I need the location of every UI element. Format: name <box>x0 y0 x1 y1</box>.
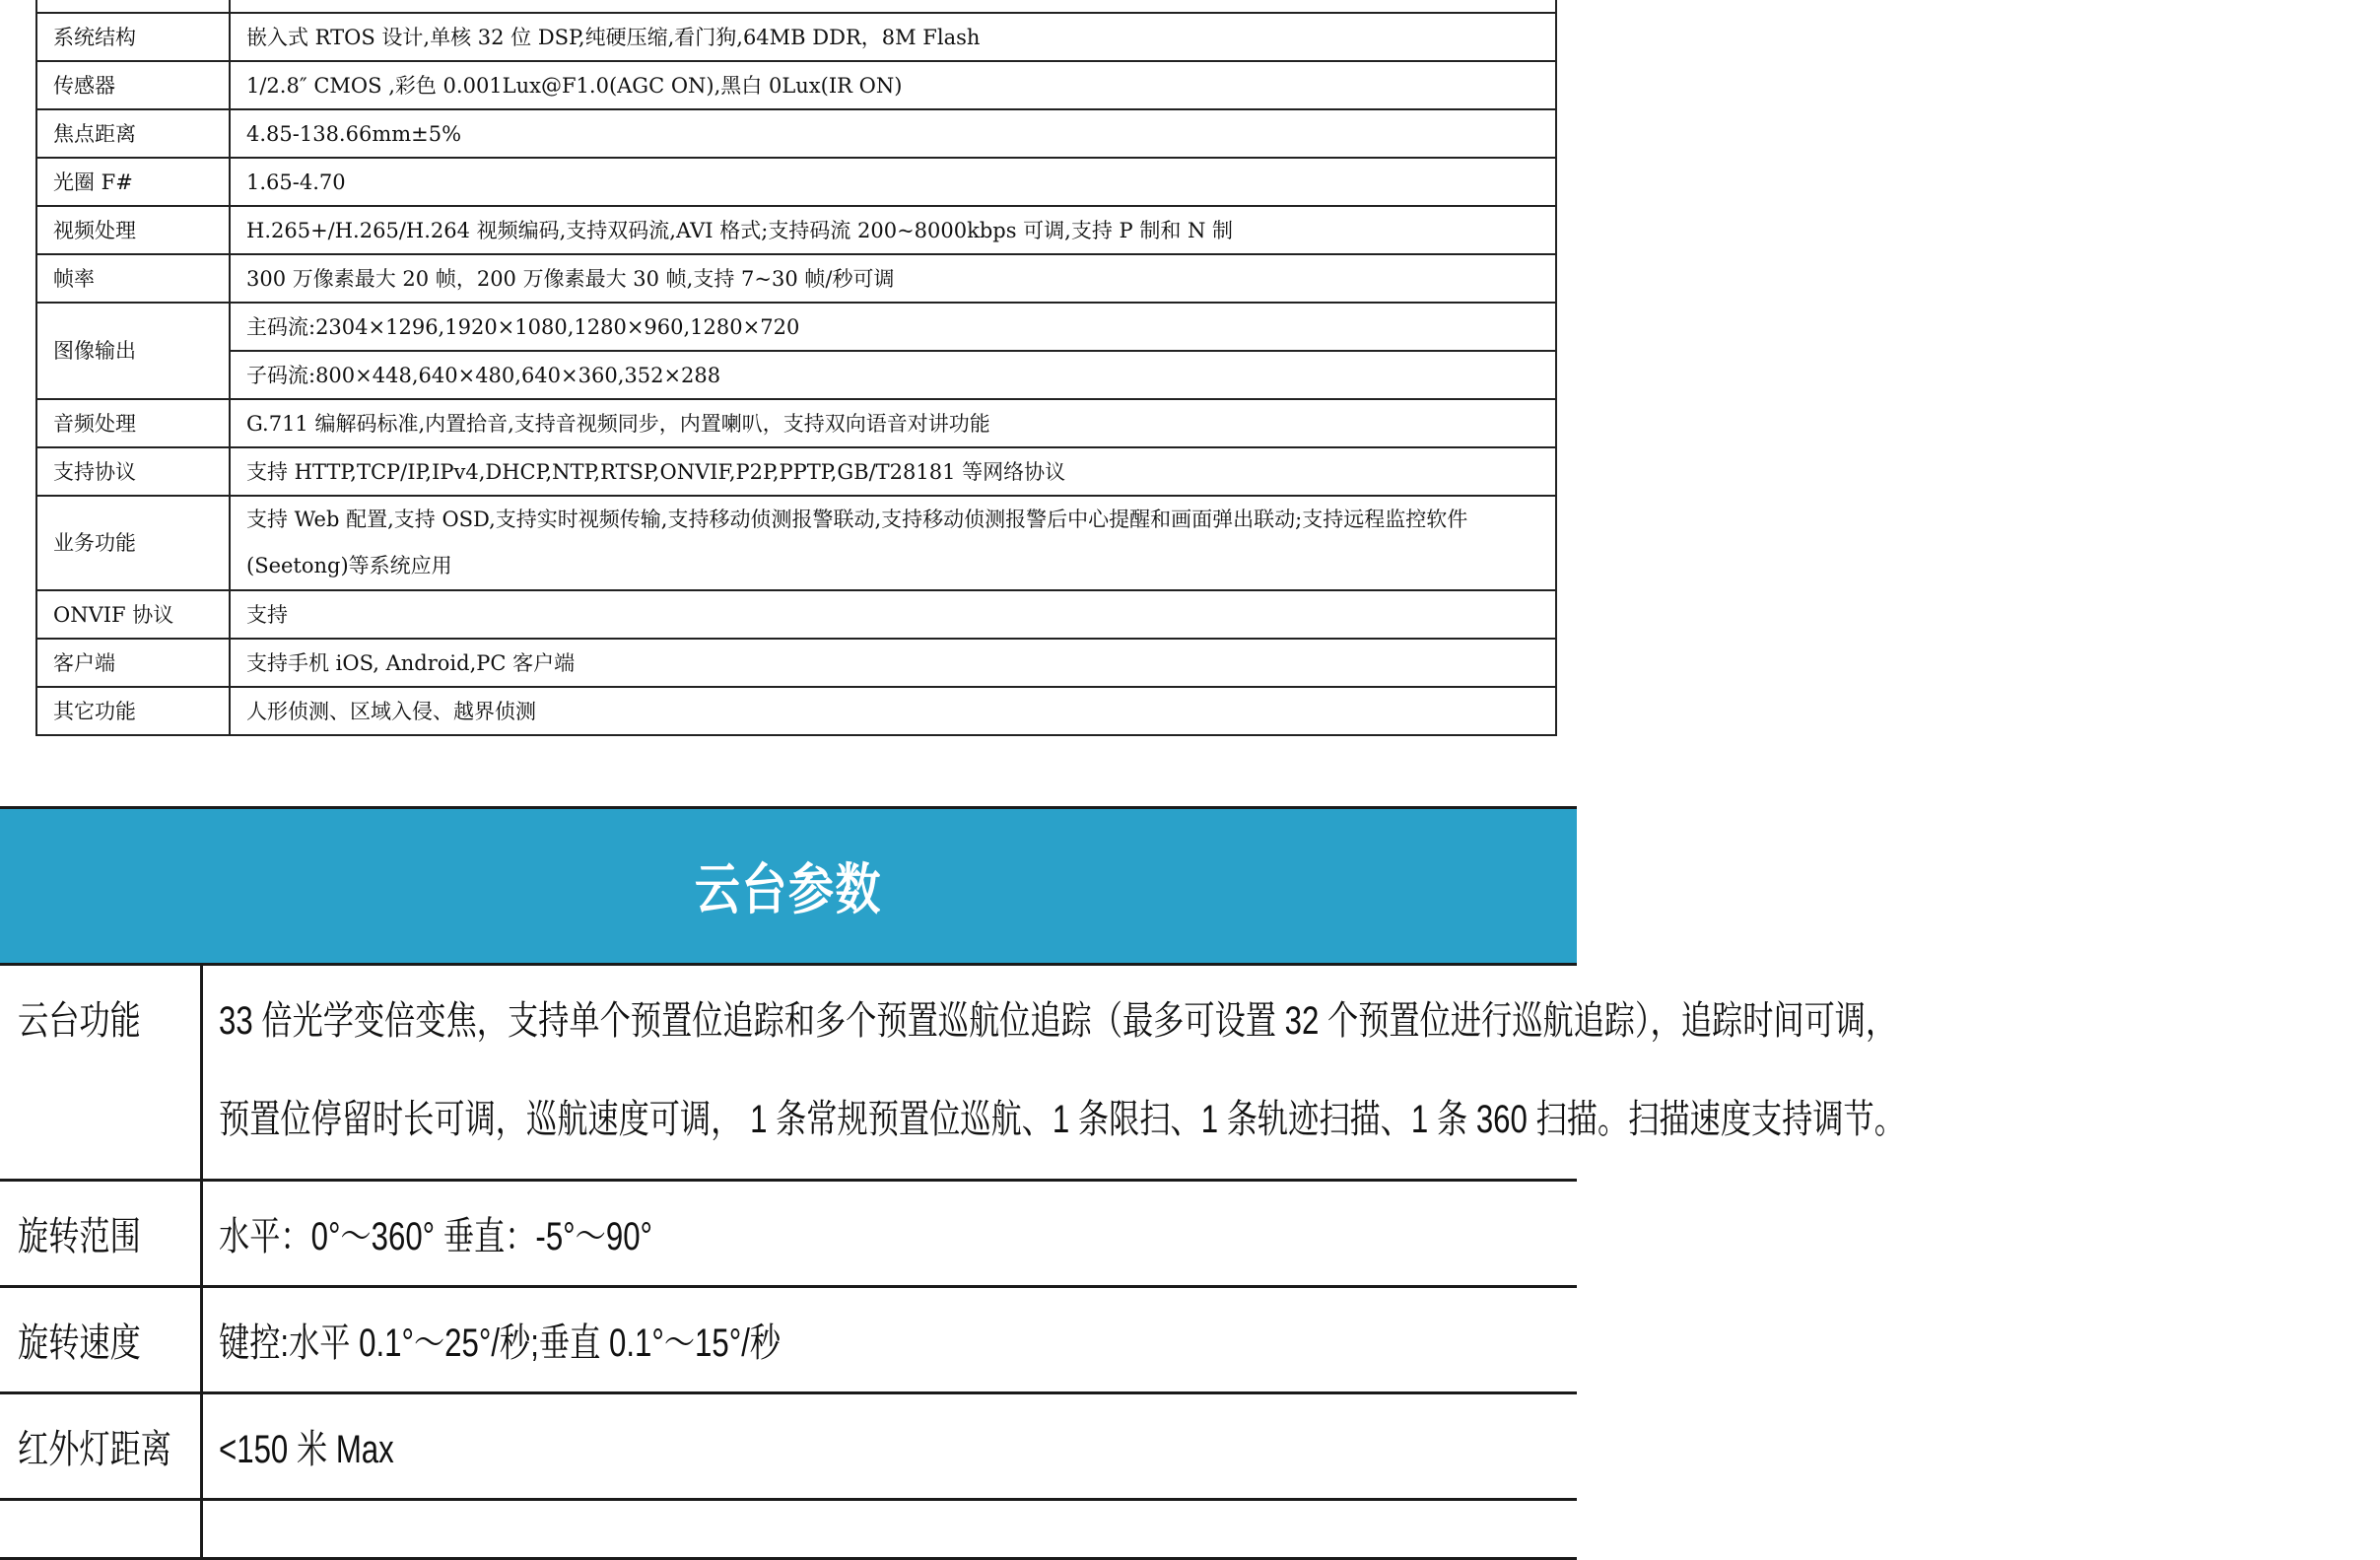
ptz-label-cell <box>0 1499 201 1558</box>
table-row <box>36 496 1556 590</box>
specification-table <box>35 0 1557 736</box>
spec-value: 4.85-138.66mm±5% <box>230 109 1556 158</box>
spec-value-sub-stream: 子码流:800×448,640×480,640×360,352×288 <box>230 351 1556 399</box>
spec-label: 视频处理 <box>36 206 230 254</box>
spec-label: 系统结构 <box>36 13 230 61</box>
table-row <box>36 13 1556 61</box>
spec-value: 支持 Web 配置,支持 OSD,支持实时视频传输,支持移动侦测报警联动,支持移动侦测报警后中心提醒和画面弹出联动;支持远程监控软件(Seetong)等系统应用 <box>230 496 1556 590</box>
ptz-value: 水平：0°～360° 垂直：-5°～90° <box>201 1180 1577 1286</box>
spec-label: 焦点距离 <box>36 109 230 158</box>
ptz-value <box>201 966 1905 1180</box>
table-row <box>36 590 1556 639</box>
table-row <box>36 351 1556 399</box>
table-row <box>0 966 1577 1180</box>
ptz-label: 云台功能 <box>0 966 201 1180</box>
ptz-value-cell <box>201 1499 1577 1558</box>
spec-value-cell <box>230 0 1556 13</box>
ptz-value-line: 预置位停留时长可调，巡航速度可调， 1 条常规预置位巡航、1 条限扫、1 条轨迹扫描、1 条 360 扫描。扫描速度支持调节。 <box>218 1098 1905 1141</box>
ptz-value: <150 米 Max <box>201 1392 1577 1499</box>
ptz-value-line: 33 倍光学变倍变焦，支持单个预置位追踪和多个预置巡航位追踪（最多可设置 32 个预置位进行巡航追踪），追踪时间可调， <box>218 999 1896 1043</box>
table-row <box>36 158 1556 206</box>
ptz-value: 键控:水平 0.1°～25°/秒;垂直 0.1°～15°/秒 <box>201 1286 1577 1392</box>
spec-value: 嵌入式 RTOS 设计,单核 32 位 DSP,纯硬压缩,看门狗,64MB DDR，8M Flash <box>230 13 1556 61</box>
table-row <box>36 254 1556 303</box>
spec-label: 业务功能 <box>36 496 230 590</box>
table-row <box>0 1392 1577 1499</box>
spec-label: 其它功能 <box>36 687 230 735</box>
spec-label: 客户端 <box>36 639 230 687</box>
spec-value: 支持 HTTP,TCP/IP,IPv4,DHCP,NTP,RTSP,ONVIF,P2P,PPTP,GB/T28181 等网络协议 <box>230 447 1556 496</box>
ptz-label: 旋转范围 <box>0 1180 201 1286</box>
ptz-label: 红外灯距离 <box>0 1392 201 1499</box>
spec-value: 1/2.8″ CMOS ,彩色 0.001Lux@F1.0(AGC ON),黑白 0Lux(IR ON) <box>230 61 1556 109</box>
table-row <box>36 303 1556 351</box>
table-row <box>0 1499 1577 1558</box>
table-row <box>36 447 1556 496</box>
table-row <box>36 0 1556 13</box>
spec-label: 音频处理 <box>36 399 230 447</box>
table-row <box>36 687 1556 735</box>
spec-value: 1.65-4.70 <box>230 158 1556 206</box>
spec-label: 支持协议 <box>36 447 230 496</box>
spec-value: G.711 编解码标准,内置拾音,支持音视频同步，内置喇叭，支持双向语音对讲功能 <box>230 399 1556 447</box>
spec-value: H.265+/H.265/H.264 视频编码,支持双码流,AVI 格式;支持码流 200~8000kbps 可调,支持 P 制和 N 制 <box>230 206 1556 254</box>
ptz-section-title: 云台参数 <box>694 858 883 922</box>
table-row <box>0 1286 1577 1392</box>
table-row <box>36 206 1556 254</box>
table-row <box>36 639 1556 687</box>
spec-label-cell <box>36 0 230 13</box>
spec-label: 帧率 <box>36 254 230 303</box>
ptz-parameter-table <box>0 966 1905 1560</box>
table-row <box>36 109 1556 158</box>
ptz-label: 旋转速度 <box>0 1286 201 1392</box>
table-row <box>36 61 1556 109</box>
spec-label: ONVIF 协议 <box>36 590 230 639</box>
spec-value: 300 万像素最大 20 帧，200 万像素最大 30 帧,支持 7~30 帧/秒可调 <box>230 254 1556 303</box>
table-row <box>36 399 1556 447</box>
spec-label: 图像输出 <box>36 303 230 399</box>
spec-label: 传感器 <box>36 61 230 109</box>
spec-label: 光圈 F# <box>36 158 230 206</box>
spec-value: 人形侦测、区域入侵、越界侦测 <box>230 687 1556 735</box>
ptz-section-banner <box>0 806 1577 966</box>
spec-value-main-stream: 主码流:2304×1296,1920×1080,1280×960,1280×720 <box>230 303 1556 351</box>
spec-value: 支持手机 iOS, Android,PC 客户端 <box>230 639 1556 687</box>
spec-value: 支持 <box>230 590 1556 639</box>
table-row <box>0 1180 1577 1286</box>
